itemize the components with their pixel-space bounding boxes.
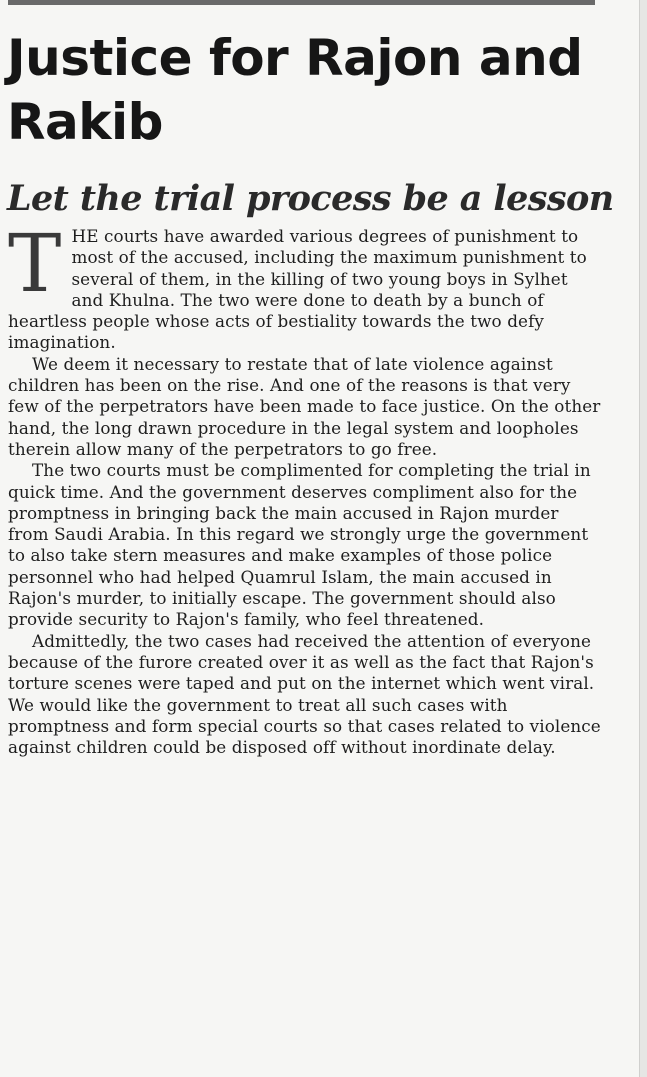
paragraph-3: The two courts must be complimented for completing the trial in quick time. And the government deserves compliment also for the promptness in bringing back the main accused in Rajon murder from Saudi Arabia. In this regard we strongly urge the government to also take stern measures and make examples of those police personnel who had helped Quamrul Islam, the main accused in Rajon's murder, to initially escape. The government should also provide security to Rajon's family, who feel threatened. [8, 460, 591, 630]
page-edge [639, 0, 647, 1077]
headline: Justice for Rajon and Rakib [7, 29, 583, 151]
paragraph-4: Admittedly, the two cases had received the attention of everyone because of the furore created over it as well as the fact that Rajon's torture scenes were taped and put on the internet which went viral. We would like the government to treat all such cases with promptness and form special courts so that cases related to violence against children could be disposed off without inordinate delay. [8, 630, 601, 758]
article-body [8, 217, 602, 758]
top-rule [8, 0, 595, 5]
paragraph-1: THE courts have awarded various degrees of punishment to most of the accused, including the maximum punishment to several of them, in the killing of two young boys in Sylhet and Khulna. The two were done to death by a bunch of heartless people whose acts of bestiality towards the two defy imagination. [8, 217, 587, 353]
subheadline: Let the trial process be a lesson [7, 178, 614, 219]
paragraph-2: We deem it necessary to restate that of late violence against children has been on the rise. And one of the reasons is that very few of the perpetrators have been made to face justice. On the other hand, the long drawn procedure in the legal system and loopholes therein allow many of the perpetrators to go free. [8, 353, 601, 459]
